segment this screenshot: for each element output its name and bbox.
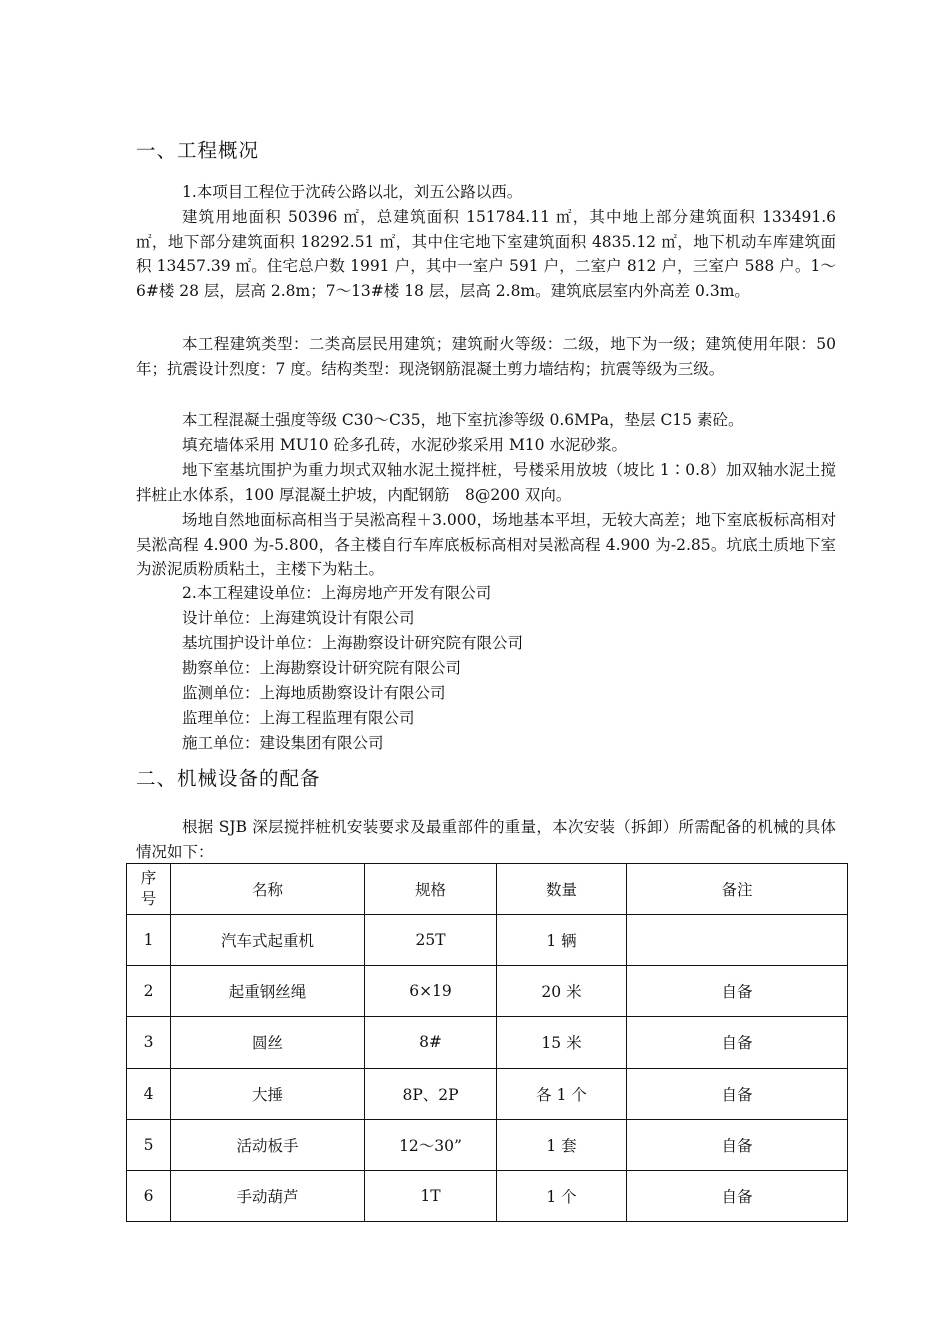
cell-seq: 6 xyxy=(127,1170,171,1221)
cell-seq: 2 xyxy=(127,966,171,1017)
cell-qty: 1 辆 xyxy=(497,915,627,966)
cell-note xyxy=(627,915,848,966)
table-header-row xyxy=(127,864,848,915)
cell-seq: 3 xyxy=(127,1017,171,1068)
paragraph-equipment-intro: 根据 SJB 深层搅拌桩机安装要求及最重部件的重量，本次安装（拆卸）所需配备的机械的具体情况如下： xyxy=(136,818,836,861)
table-row xyxy=(127,1119,848,1170)
cell-name: 汽车式起重机 xyxy=(171,915,365,966)
unit-survey: 勘察单位：上海勘察设计研究院有限公司 xyxy=(182,659,462,677)
cell-note: 自备 xyxy=(627,1170,848,1221)
cell-seq: 4 xyxy=(127,1068,171,1119)
cell-name: 起重钢丝绳 xyxy=(171,966,365,1017)
cell-name: 活动板手 xyxy=(171,1119,365,1170)
header-seq: 序号 xyxy=(127,864,171,915)
cell-spec: 25T xyxy=(365,915,497,966)
table-row xyxy=(127,915,848,966)
cell-qty: 1 套 xyxy=(497,1119,627,1170)
unit-design: 设计单位：上海建筑设计有限公司 xyxy=(182,609,415,627)
unit-construction: 施工单位：建设集团有限公司 xyxy=(182,734,384,752)
paragraph-building-type: 本工程建筑类型：二类高层民用建筑；建筑耐火等级：二级，地下为一级；建筑使用年限：50 年；抗震设计烈度：7 度。结构类型：现浇钢筋混凝土剪力墙结构；抗震等级为三级。 xyxy=(136,335,836,378)
cell-spec: 8# xyxy=(365,1017,497,1068)
header-note: 备注 xyxy=(627,864,848,915)
cell-name: 圆丝 xyxy=(171,1017,365,1068)
equipment-table xyxy=(126,863,848,1222)
cell-note: 自备 xyxy=(627,966,848,1017)
cell-spec: 1T xyxy=(365,1170,497,1221)
header-spec: 规格 xyxy=(365,864,497,915)
paragraph-concrete: 本工程混凝土强度等级 C30～C35，地下室抗渗等级 0.6MPa，垫层 C15 素砼。 xyxy=(182,411,744,429)
table-row xyxy=(127,1068,848,1119)
table-row xyxy=(127,1170,848,1221)
paragraph-area: 建筑用地面积 50396 ㎡，总建筑面积 151784.11 ㎡，其中地上部分建筑面积 133491.6 ㎡，地下部分建筑面积 18292.51 ㎡，其中住宅地下室建筑面积 4835.12 ㎡，地下机动车库建筑面积 13457.39 ㎡。住宅总户数 1991 户，其中一室户 591 户，二室户 812 户，三室户 588 户。1～6#楼 28 层，层高 2.8m；7～13#楼 18 层，层高 2.8m。建筑底层室内外高差 0.3m。 xyxy=(136,208,836,300)
section-heading-equipment: 二、机械设备的配备 xyxy=(136,767,321,790)
paragraph-pit-support: 地下室基坑围护为重力坝式双轴水泥土搅拌桩，号楼采用放坡（坡比 1∶0.8）加双轴水泥土搅拌桩止水体系，100 厚混凝土护坡，内配钢筋 8@200 双向。 xyxy=(136,461,836,504)
unit-monitoring: 监测单位：上海地质勘察设计有限公司 xyxy=(182,684,446,702)
cell-spec: 12～30” xyxy=(365,1119,497,1170)
cell-spec: 6×19 xyxy=(365,966,497,1017)
cell-seq: 1 xyxy=(127,915,171,966)
cell-note: 自备 xyxy=(627,1068,848,1119)
unit-supervision: 监理单位：上海工程监理有限公司 xyxy=(182,709,415,727)
unit-pit-design: 基坑围护设计单位：上海勘察设计研究院有限公司 xyxy=(182,634,524,652)
section-heading-overview: 一、工程概况 xyxy=(136,139,260,162)
paragraph-location: 1.本项目工程位于沈砖公路以北，刘五公路以西。 xyxy=(182,183,523,201)
cell-qty: 各 1 个 xyxy=(497,1068,627,1119)
unit-developer: 2.本工程建设单位：上海房地产开发有限公司 xyxy=(182,584,492,602)
cell-seq: 5 xyxy=(127,1119,171,1170)
cell-name: 手动葫芦 xyxy=(171,1170,365,1221)
paragraph-infill-wall: 填充墙体采用 MU10 砼多孔砖，水泥砂浆采用 M10 水泥砂浆。 xyxy=(182,436,627,454)
cell-name: 大捶 xyxy=(171,1068,365,1119)
cell-note: 自备 xyxy=(627,1017,848,1068)
cell-spec: 8P、2P xyxy=(365,1068,497,1119)
cell-note: 自备 xyxy=(627,1119,848,1170)
cell-qty: 15 米 xyxy=(497,1017,627,1068)
table-row xyxy=(127,966,848,1017)
cell-qty: 20 米 xyxy=(497,966,627,1017)
paragraph-elevation: 场地自然地面标高相当于吴淞高程＋3.000，场地基本平坦，无较大高差；地下室底板标高相对吴淞高程 4.900 为-5.800，各主楼自行车库底板标高相对吴淞高程 4.900 为-2.85。坑底土质地下室为淤泥质粉质粘土，主楼下为粘土。 xyxy=(136,511,836,579)
cell-qty: 1 个 xyxy=(497,1170,627,1221)
table-row xyxy=(127,1017,848,1068)
header-qty: 数量 xyxy=(497,864,627,915)
header-name: 名称 xyxy=(171,864,365,915)
